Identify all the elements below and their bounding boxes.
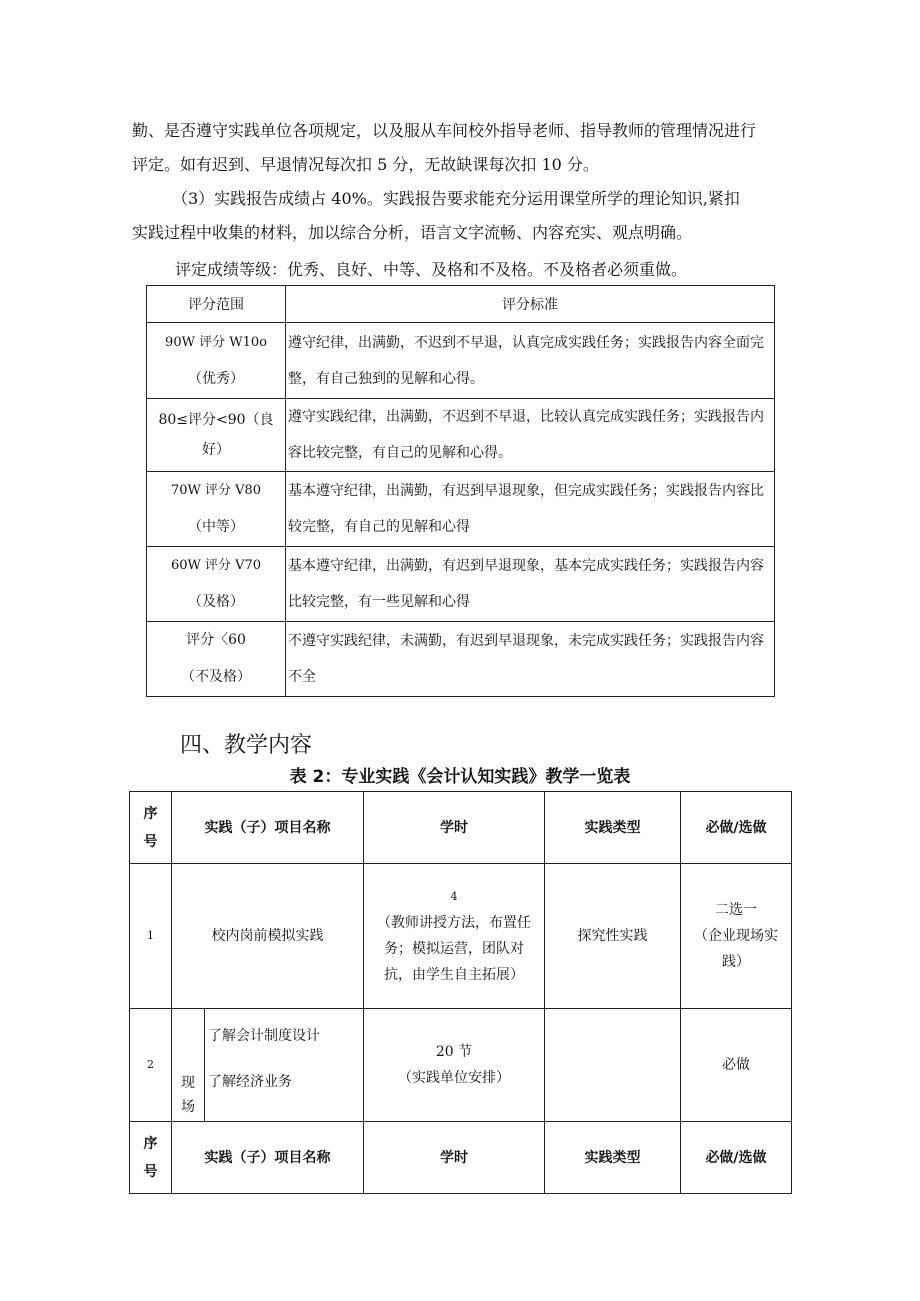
row-hours-number: 20 节 (435, 1044, 473, 1060)
grading-range (147, 399, 286, 472)
row-seq: 2 (130, 1009, 172, 1122)
grading-standard: 遵守实践纪律，出满勤，不迟到不早退，比较认真完成实践任务；实践报告内容比较完整，有自己的见解和心得。 (286, 399, 775, 472)
grading-table-header-row (147, 286, 775, 323)
paragraph-line: 勤、是否遵守实践单位各项规定，以及服从车间校外指导老师、指导教师的管理情况进行 (132, 121, 757, 140)
paragraph-line: （3）实践报告成绩占 40%。实践报告要求能充分运用课堂所学的理论知识,紧扣 (172, 189, 740, 208)
grading-range-value: 90W 评分 W10o (165, 334, 267, 350)
row-practice-type: 探究性实践 (545, 864, 681, 1009)
row-required: 必做 (681, 1009, 792, 1122)
table-caption: 表 2：专业实践《会计认知实践》教学一览表 (289, 767, 631, 787)
grading-range-label: （中等） (188, 519, 244, 535)
row-seq: 1 (130, 864, 172, 1009)
seq-header-line: 序 (143, 1135, 158, 1152)
seq-header (130, 1122, 172, 1194)
grading-range (147, 472, 286, 547)
table-row (130, 1009, 792, 1067)
grading-range-label: （优秀） (188, 370, 244, 387)
row-hours-number: 4 (450, 890, 458, 903)
row-hours-note: （实践单位安排） (398, 1070, 510, 1086)
row-hours-note: 抗，由学生自主拓展） (384, 967, 524, 983)
row-required-line: 践） (722, 954, 750, 970)
row-hours-note: （教师讲授方法，布置任 (377, 915, 531, 931)
type-header: 实践类型 (545, 1122, 681, 1194)
grading-standard-header: 评分标准 (286, 286, 775, 323)
name-header: 实践（子）项目名称 (172, 792, 364, 864)
sub-item: 了解经济业务 (205, 1067, 364, 1122)
grading-range-value: 80≤评分<90（良 (158, 412, 274, 428)
grading-row (147, 622, 775, 697)
row-project-name: 校内岗前模拟实践 (172, 864, 364, 1009)
grading-standard: 不遵守实践纪律，未满勤，有迟到早退现象，未完成实践任务；实践报告内容不全 (286, 622, 775, 697)
hours-header: 学时 (364, 1122, 545, 1194)
row-group-label (172, 1009, 205, 1122)
grading-levels-note: 评定成绩等级：优秀、良好、中等、及格和不及格。不及格者必须重做。 (175, 260, 688, 279)
grading-range-header: 评分范围 (147, 286, 286, 323)
section-title: 四、教学内容 (180, 733, 313, 758)
row-required-line: （企业现场实 (694, 928, 778, 944)
seq-header-line: 号 (143, 1163, 158, 1180)
row-practice-type (545, 1009, 681, 1122)
required-header: 必做/选做 (681, 1122, 792, 1194)
seq-header-line: 序 (143, 805, 158, 822)
seq-header (130, 792, 172, 864)
grading-table (146, 285, 775, 697)
grading-range-value: 60W 评分 V70 (170, 558, 262, 573)
row-required-line: 二选一 (715, 902, 757, 918)
grading-range-label: 好） (202, 442, 230, 458)
grading-standard: 基本遵守纪律，出满勤，有迟到早退现象，基本完成实践任务；实践报告内容比较完整，有一些见解和心得 (286, 547, 775, 622)
grading-range-label: （不及格） (181, 669, 251, 685)
paragraph-line: 评定。如有迟到、早退情况每次扣 5 分，无故缺课每次扣 10 分。 (132, 155, 599, 174)
grading-range (147, 323, 286, 399)
seq-header-line: 号 (143, 833, 158, 850)
table-row (130, 864, 792, 1009)
grading-standard: 基本遵守纪律，出满勤，有迟到早退现象，但完成实践任务；实践报告内容比较完整，有自己的见解和心得 (286, 472, 775, 547)
grading-range (147, 622, 286, 697)
row-hours (364, 864, 545, 1009)
row-required (681, 864, 792, 1009)
content-table-header-row (130, 792, 792, 864)
grading-range (147, 547, 286, 622)
sub-item: 了解会计制度设计 (205, 1009, 364, 1067)
grading-standard: 遵守纪律，出满勤，不迟到不早退，认真完成实践任务；实践报告内容全面完整，有自己独到的见解和心得。 (286, 323, 775, 399)
grading-row (147, 472, 775, 547)
grading-range-value: 70W 评分 V80 (170, 483, 262, 498)
row-group-char: 现 (181, 1075, 195, 1091)
row-group-char: 场 (181, 1099, 195, 1115)
name-header: 实践（子）项目名称 (172, 1122, 364, 1194)
grading-range-label: （及格） (188, 594, 244, 610)
row-hours-note: 务；模拟运营，团队对 (384, 941, 524, 957)
required-header: 必做/选做 (681, 792, 792, 864)
teaching-content-table (129, 791, 792, 1194)
row-hours (364, 1009, 545, 1122)
hours-header: 学时 (364, 792, 545, 864)
content-table-header-row (130, 1122, 792, 1194)
grading-row (147, 323, 775, 399)
type-header: 实践类型 (545, 792, 681, 864)
grading-row (147, 399, 775, 472)
grading-row (147, 547, 775, 622)
paragraph-line: 实践过程中收集的材料，加以综合分析，语言文字流畅、内容充实、观点明确。 (132, 223, 693, 242)
grading-range-value: 评分〈60 (186, 632, 246, 648)
